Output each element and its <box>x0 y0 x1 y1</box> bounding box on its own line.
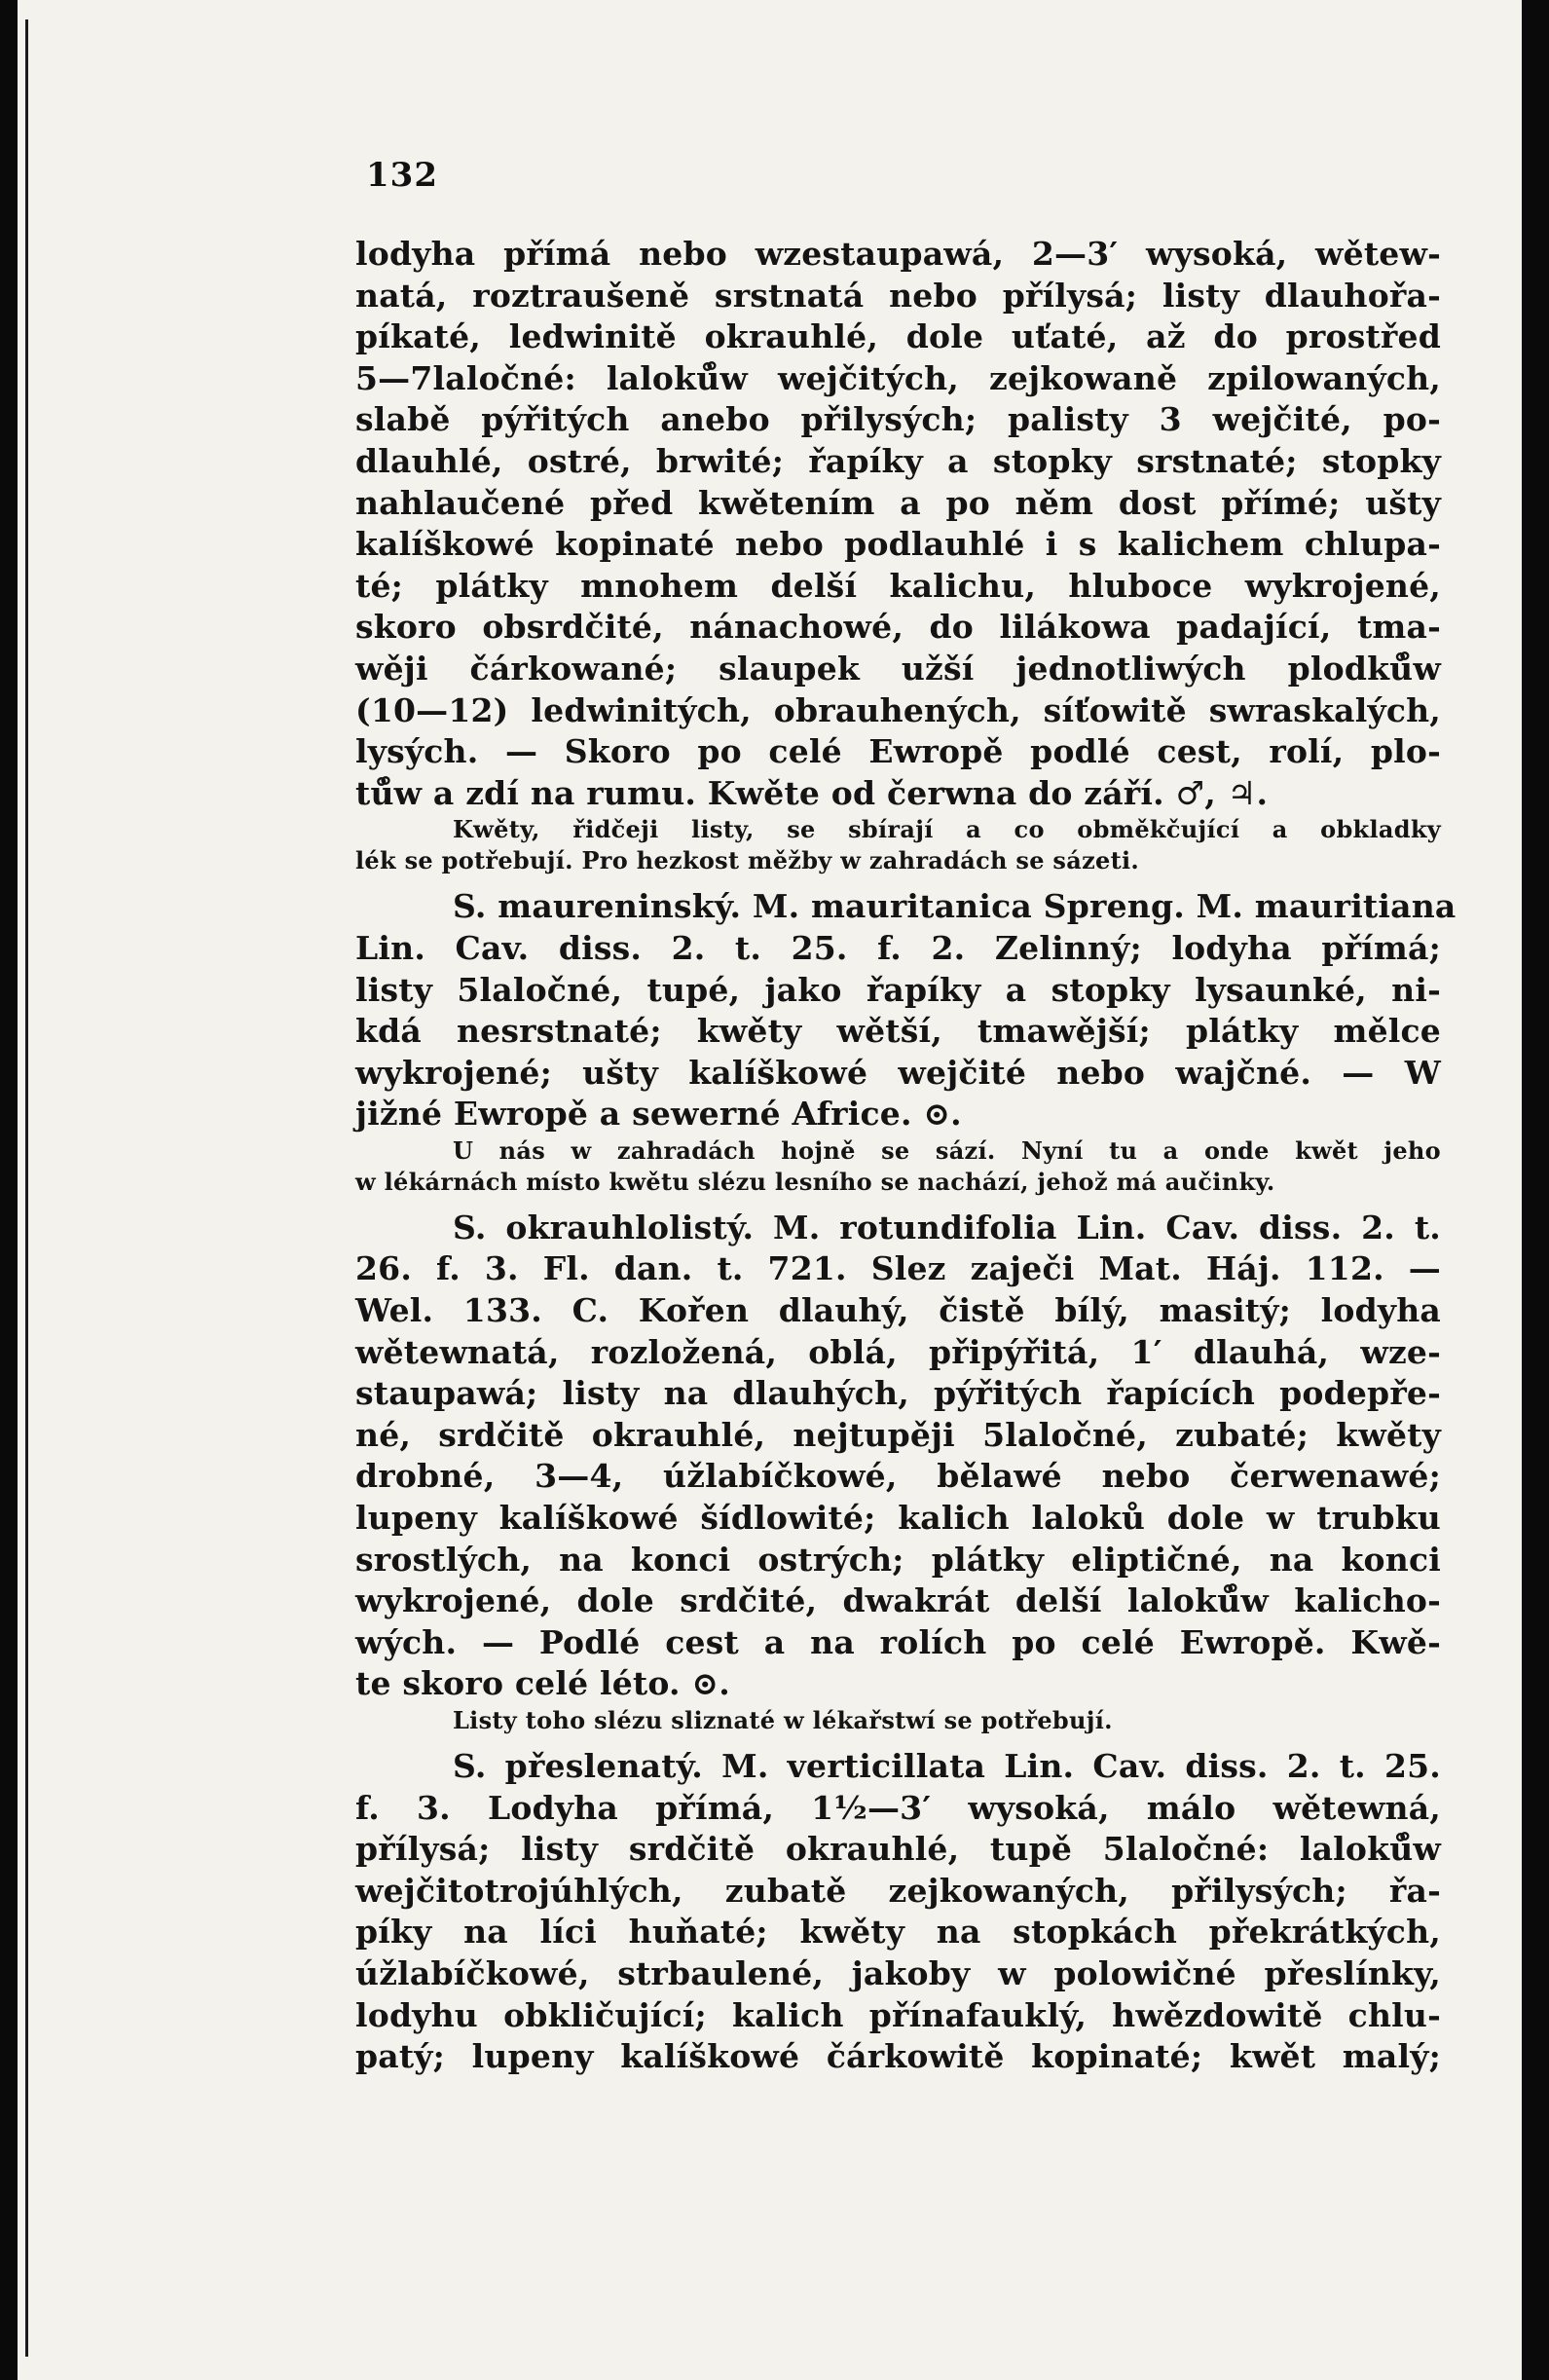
text-line: né, srdčitě okrauhlé, nejtupěji 5laločné, zubaté; kwěty <box>355 1415 1441 1454</box>
text-line: lodyhu obkličující; kalich přínafauklý, hwězdowitě chlu- <box>355 1995 1441 2034</box>
text-line: drobné, 3—4, úžlabíčkowé, bělawé nebo čerwenawé; <box>355 1457 1441 1496</box>
text-line: S. přeslenatý. M. verticillata Lin. Cav. diss. 2. t. 25. <box>453 1747 1441 1785</box>
note-line: Listy toho slézu sliznaté w lékařstwí se potřebují. <box>453 1706 1113 1734</box>
text-line: lodyha přímá nebo wzestaupawá, 2—3′ wysoká, wětew- <box>355 235 1441 273</box>
text-line: lysých. — Skoro po celé Ewropě podlé cest, rolí, plo- <box>355 732 1441 771</box>
text-line: (10—12) ledwinitých, obrauhených, síťowitě swraskalých, <box>355 690 1441 729</box>
text-line: natá, roztraušeně srstnatá nebo přílysá; listy dlauhořa- <box>355 276 1441 315</box>
text-line: skoro obsrdčité, nánachowé, do lilákowa padající, tma- <box>355 608 1441 647</box>
text-line: patý; lupeny kalíškowé čárkowitě kopinaté; kwět malý; <box>355 2037 1441 2076</box>
text-line: srostlých, na konci ostrých; plátky eliptičné, na konci <box>355 1540 1441 1579</box>
page-edge-rule <box>25 19 28 2357</box>
text-line: wykrojené; ušty kalíškowé wejčité nebo wajčné. — W <box>355 1053 1441 1092</box>
text-line: te skoro celé léto. ⊙. <box>355 1664 730 1703</box>
text-line: staupawá; listy na dlauhých, pýřitých řapících podepře- <box>355 1374 1441 1413</box>
text-line: nahlaučené před kwětením a po něm dost přímé; ušty <box>355 483 1441 522</box>
note-line: U nás w zahradách hojně se sází. Nyní tu a onde kwět jeho <box>453 1135 1441 1165</box>
text-line: kalíškowé kopinaté nebo podlauhlé i s kalichem chlupa- <box>355 525 1441 564</box>
book-page <box>18 0 1522 2380</box>
text-line: listy 5laločné, tupé, jako řapíky a stopky lysaunké, ni- <box>355 970 1441 1009</box>
text-line: píky na líci huňaté; kwěty na stopkách překrátkých, <box>355 1913 1441 1952</box>
text-line: wykrojené, dole srdčité, dwakrát delší laloků̊w kalicho- <box>355 1581 1441 1620</box>
note-line: Kwěty, řidčeji listy, se sbírají a co obměkčující a obkladky <box>453 815 1441 844</box>
text-line: wětewnatá, rozložená, oblá, připýřitá, 1′ dlauhá, wze- <box>355 1332 1441 1371</box>
text-line: 5—7laločné: laloků̊w wejčitých, zejkowaně zpilowaných, <box>355 358 1441 397</box>
text-line: S. maureninský. M. mauritanica Spreng. M. mauritiana <box>453 887 1457 926</box>
text-line: wejčitotrojúhlých, zubatě zejkowaných, přilysých; řa- <box>355 1871 1441 1910</box>
text-line: Wel. 133. C. Kořen dlauhý, čistě bílý, masitý; lodyha <box>355 1291 1441 1330</box>
text-line: lupeny kalíškowé šídlowité; kalich laloků dole w trubku <box>355 1499 1441 1538</box>
text-line: přílysá; listy srdčitě okrauhlé, tupě 5laločné: laloků̊w <box>355 1830 1441 1869</box>
text-line: úžlabíčkowé, strbaulené, jakoby w polowičné přeslínky, <box>355 1953 1441 1992</box>
page-number: 132 <box>366 156 438 195</box>
text-line: jižné Ewropě a sewerné Africe. ⊙. <box>355 1095 962 1134</box>
note-line: w lékárnách místo kwětu slézu lesního se nachází, jehož má aučinky. <box>355 1167 1275 1196</box>
note-line: lék se potřebují. Pro hezkost měžby w zahradách se sázeti. <box>355 846 1140 875</box>
page-body-text <box>355 234 1457 2078</box>
text-line: Lin. Cav. diss. 2. t. 25. f. 2. Zelinný; lodyha přímá; <box>355 928 1441 967</box>
text-line: kdá nesrstnaté; kwěty wětší, tmawější; plátky mělce <box>355 1012 1441 1051</box>
text-line: 26. f. 3. Fl. dan. t. 721. Slez zaječi Mat. Háj. 112. — <box>355 1249 1441 1288</box>
text-line: slabě pýřitých anebo přilysých; palisty 3 wejčité, po- <box>355 400 1441 439</box>
text-line: f. 3. Lodyha přímá, 1½—3′ wysoká, málo wětewná, <box>355 1788 1441 1827</box>
text-line: wých. — Podlé cest a na rolích po celé Ewropě. Kwě- <box>355 1622 1441 1661</box>
text-line: S. okrauhlolistý. M. rotundifolia Lin. Cav. diss. 2. t. <box>453 1208 1441 1246</box>
text-line: té; plátky mnohem delší kalichu, hluboce wykrojené, <box>355 566 1441 605</box>
text-line: píkaté, ledwinitě okrauhlé, dole uťaté, až do prostřed <box>355 317 1441 356</box>
text-line: wěji čárkowané; slaupek užší jednotliwých plodků̊w <box>355 649 1441 688</box>
text-line: dlauhlé, ostré, brwité; řapíky a stopky srstnaté; stopky <box>355 441 1441 480</box>
text-line: tů̊w a zdí na rumu. Kwěte od čerwna do září. ♂, ♃. <box>355 773 1269 812</box>
